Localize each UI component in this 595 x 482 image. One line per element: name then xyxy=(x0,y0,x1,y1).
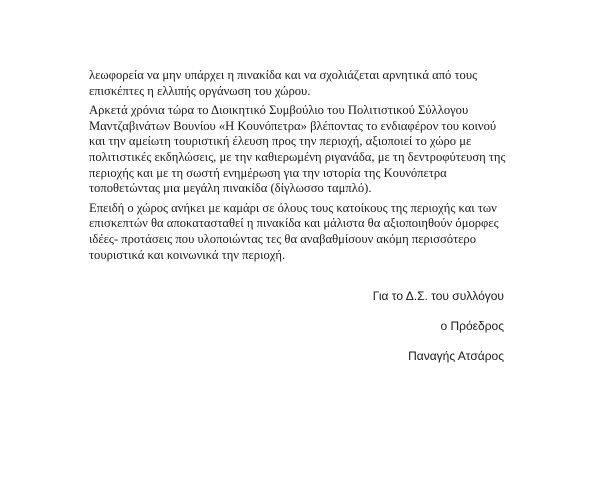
signature-on-behalf: Για το Δ.Σ. του συλλόγου xyxy=(372,289,504,303)
paragraph-2: Αρκετά χρόνια τώρα το Διοικητικό Συμβούλιο του Πολιτιστικού Σύλλογου Μαντζαβινάτων Βουνίου «Η Κουνόπετρα» βλέποντας το ενδιαφέρον του κοινού και την αμείωτη τουριστική έλευση προς την περιοχή, αξιοποιεί το χώρο με πολιτιστικές εκδηλώσεις, με την καθιερωμένη ριγανάδα, με τη δεντροφύτευση της περιοχής και με τη σωστή ενημέρωση για την ιστορία της Κουνόπετρα τοποθετώντας μια μεγάλη πινακίδα (δίγλωσσο ταμπλό). xyxy=(89,103,506,196)
paragraph-1: λεωφορεία να μην υπάρχει η πινακίδα και να σχολιάζεται αρνητικά από τους επισκέπτες η ελλιπής οργάνωση του χώρου. xyxy=(89,68,478,98)
signature-name: Παναγής Ατσάρος xyxy=(408,349,504,363)
signature-block xyxy=(373,289,504,379)
document-body xyxy=(89,68,514,267)
paragraph-3: Επειδή ο χώρος ανήκει με καμάρι σε όλους τους κατοίκους της περιοχής και των επισκεπτών θα αποκατασταθεί η πινακίδα και μάλιστα θα αξιοποιηθούν όμορφες ιδέες- προτάσεις που υλοποιώντας τες θα αναβαθμίσουν ακόμη περισσότερο τουριστικά και κοινωνικά την περιοχή. xyxy=(89,200,499,262)
signature-title: ο Πρόεδρος xyxy=(440,319,504,333)
